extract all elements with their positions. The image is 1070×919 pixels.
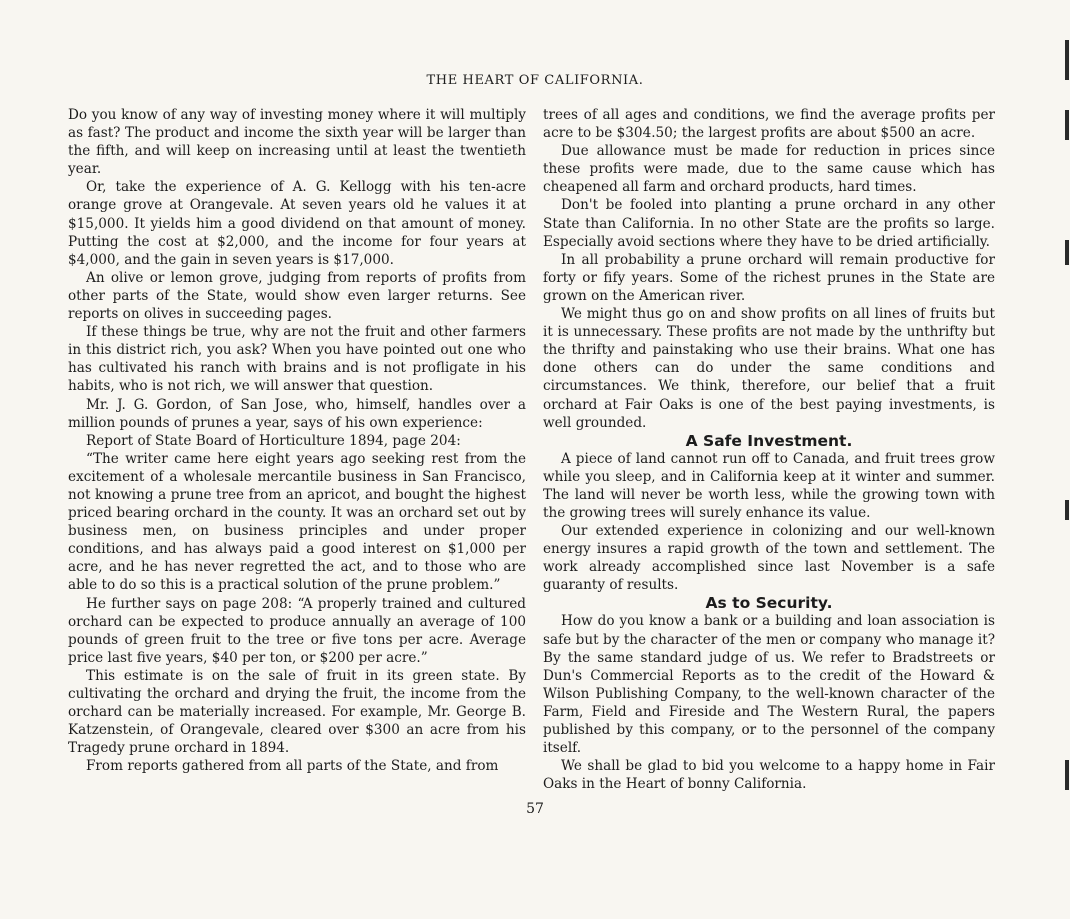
paragraph: A piece of land cannot run off to Canada, and fruit trees grow while you sleep, and in California keep at it winter and summer. The land will never be worth less, while the growing town with the growing trees will surely enhance its value. (543, 450, 995, 521)
scan-edge-mark (1065, 500, 1069, 520)
paragraph: Due allowance must be made for reduction in prices since these profits were made, due to the same cause which has cheapened all farm and orchard products, hard times. (543, 143, 995, 196)
paragraph: In all probability a prune orchard will remain productive for forty or fify years. Some of the richest prunes in the State are grown on the American river. (543, 251, 995, 304)
paragraph: We shall be glad to bid you welcome to a happy home in Fair Oaks in the Heart of bonny California. (543, 758, 995, 793)
quoted-paragraph: He further says on page 208: “A properly trained and cultured orchard can be expected to produce annually an average of 100 pounds of green fruit to the tree or five tons per acre. Average price last five years, $40 per ton, or $200 per acre.” (68, 595, 526, 666)
left-column (68, 106, 526, 775)
quoted-paragraph: “The writer came here eight years ago seeking rest from the excitement of a wholesale mercantile business in San Francisco, not knowing a prune tree from an apricot, and bought the highest priced bearing orchard in the county. It was an orchard set out by business men, on business principles and under proper conditions, and has always paid a good interest on $1,000 per acre, and he has never regretted the act, and to those who are able to do so this is a practical solution of the prune problem.” (68, 450, 526, 594)
paragraph: Mr. J. G. Gordon, of San Jose, who, himself, handles over a million pounds of prunes a year, says of his own experience: (68, 396, 526, 431)
paragraph: Don't be fooled into planting a prune orchard in any other State than California. In no other State are the profits so large. Especially avoid sections where they have to be dried artificially. (543, 197, 995, 250)
paragraph: Report of State Board of Horticulture 1894, page 204: (86, 432, 461, 449)
paragraph: If these things be true, why are not the fruit and other farmers in this district rich, you ask? When you have pointed out one who has cultivated his ranch with brains and is not profligate in his habits, who is not rich, we will answer that question. (68, 324, 526, 395)
page-number: 57 (526, 801, 544, 817)
scan-edge-mark (1065, 240, 1069, 265)
section-heading-safe-investment: A Safe Investment. (685, 431, 853, 450)
right-column (543, 106, 995, 793)
section-heading-security: As to Security. (705, 594, 833, 613)
paragraph: Or, take the experience of A. G. Kellogg with his ten-acre orange grove at Orangevale. At seven years old he values it at $15,000. It yields him a good dividend on that amount of money. Putting the cost at $2,000, and the income for four years at $4,000, and the gain in seven years is $17,000. (68, 179, 526, 268)
paragraph: This estimate is on the sale of fruit in its green state. By cultivating the orchard and drying the fruit, the income from the orchard can be materially increased. For example, Mr. George B. Katzenstein, of Orangevale, cleared over $300 an acre from his Tragedy prune orchard in 1894. (68, 667, 526, 757)
paragraph: trees of all ages and conditions, we find the average profits per acre to be $304.50; the largest profits are about $500 an acre. (543, 107, 995, 142)
scan-edge-mark (1065, 760, 1069, 790)
paragraph: Our extended experience in colonizing and our well-known energy insures a rapid growth of the town and settlement. The work already accomplished since last November is a safe guaranty of results. (543, 523, 995, 594)
scan-edge-mark (1065, 110, 1069, 140)
paragraph: We might thus go on and show profits on all lines of fruits but it is unnecessary. These profits are not made by the unthrifty but the thrifty and painstaking who use their brains. What one has done others can do under the same conditions and circumstances. We think, therefore, our belief that a fruit orchard at Fair Oaks is one of the best paying investments, is well grounded. (543, 306, 995, 431)
paragraph: An olive or lemon grove, judging from reports of profits from other parts of the State, would show even larger returns. See reports on olives in succeeding pages. (68, 269, 526, 323)
paragraph: From reports gathered from all parts of the State, and from (86, 758, 499, 775)
scan-edge-mark (1065, 40, 1069, 80)
running-header: THE HEART OF CALIFORNIA. (426, 73, 644, 88)
paragraph: How do you know a bank or a building and loan association is safe but by the character of the men or company who manage it? By the same standard judge of us. We refer to Bradstreets or Dun's Commercial Reports as to the credit of the Howard & Wilson Publishing Company, to the well-known character of the Farm, Field and Fireside and The Western Rural, the papers published by this company, or to the personnel of the company itself. (543, 613, 995, 757)
paragraph: Do you know of any way of investing money where it will multiply as fast? The product and income the sixth year will be larger than the fifth, and will keep on increasing until at least the twentieth year. (68, 107, 526, 178)
